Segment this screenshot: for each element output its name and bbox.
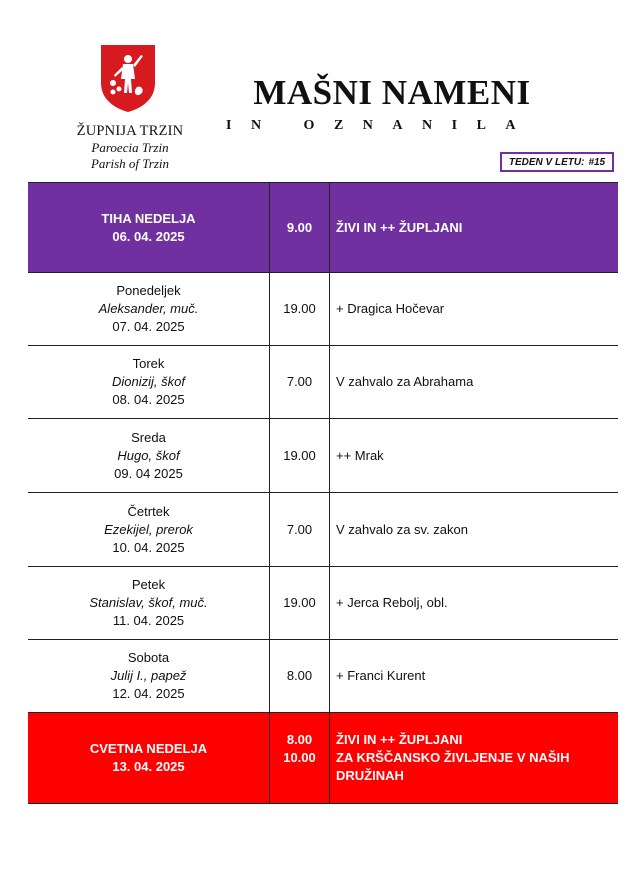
day-name: Četrtek	[127, 503, 170, 519]
table-row	[28, 273, 618, 346]
day-date: 11. 04. 2025	[112, 613, 185, 628]
page-title: MAŠNI NAMENI	[253, 73, 531, 112]
mass-intention: ŽIVI IN ++ ŽUPLJANI	[336, 732, 463, 747]
mass-time: 19.00	[283, 301, 316, 316]
parish-crest-logo	[99, 43, 157, 113]
day-date: 13. 04. 2025	[112, 759, 185, 774]
day-cell	[28, 713, 270, 803]
mass-time: 19.00	[283, 595, 316, 610]
mass-intention: + Jerca Rebolj, obl.	[336, 595, 448, 610]
day-name: Sreda	[131, 429, 166, 445]
time-cell	[270, 183, 330, 272]
intention-cell	[330, 713, 618, 803]
day-name: Torek	[132, 356, 165, 371]
page-subtitle: IN OZNANILA	[226, 118, 536, 133]
day-cell	[28, 346, 270, 418]
saint-name: Stanislav, škof, muč.	[89, 595, 208, 610]
day-date: 06. 04. 2025	[112, 228, 185, 244]
week-number: #15	[588, 156, 606, 168]
saint-name: Julij I., papež	[110, 668, 187, 683]
day-date: 10. 04. 2025	[112, 539, 185, 555]
day-date: 12. 04. 2025	[112, 686, 185, 701]
day-date: 08. 04. 2025	[112, 392, 185, 407]
mass-intention: ŽIVI IN ++ ŽUPLJANI	[336, 219, 463, 235]
mass-intention: + Dragica Hočevar	[336, 301, 445, 316]
day-name: Ponedeljek	[116, 283, 181, 298]
intention-cell	[330, 183, 618, 272]
day-name: Petek	[131, 577, 166, 592]
intention-cell	[330, 567, 618, 639]
mass-intention: + Franci Kurent	[336, 668, 426, 683]
time-cell	[270, 713, 330, 803]
mass-intention: ++ Mrak	[336, 447, 384, 463]
intention-cell	[330, 640, 618, 712]
day-cell	[28, 183, 270, 272]
intention-cell	[330, 346, 618, 418]
saint-name: Ezekijel, prerok	[104, 521, 193, 537]
mass-time: 8.00	[286, 732, 313, 747]
intention-cell	[330, 493, 618, 566]
mass-intention: ZA KRŠČANSKO ŽIVLJENJE V NAŠIH DRUŽINAH	[336, 750, 570, 783]
day-date: 07. 04. 2025	[112, 319, 185, 334]
parish-latin-name: Paroecia Trzin	[91, 140, 169, 155]
parish-english-name: Parish of Trzin	[90, 156, 170, 171]
time-cell	[270, 346, 330, 418]
table-row	[28, 713, 618, 804]
intention-cell	[330, 273, 618, 345]
mass-time: 19.00	[283, 447, 316, 463]
week-badge	[500, 152, 614, 172]
mass-time: 7.00	[286, 374, 313, 389]
mass-schedule-table	[28, 182, 618, 804]
mass-time: 8.00	[286, 668, 313, 683]
table-row	[28, 419, 618, 493]
day-cell	[28, 567, 270, 639]
saint-name: Aleksander, muč.	[98, 301, 199, 316]
table-row	[28, 567, 618, 640]
time-cell	[270, 273, 330, 345]
mass-intention: V zahvalo za sv. zakon	[336, 521, 468, 537]
parish-name: ŽUPNIJA TRZIN	[76, 123, 184, 139]
saint-name: Hugo, škof	[117, 447, 180, 463]
mass-time: 9.00	[286, 219, 313, 235]
time-cell	[270, 640, 330, 712]
table-row	[28, 182, 618, 273]
day-name: Sobota	[127, 650, 170, 665]
time-cell	[270, 419, 330, 492]
day-name: TIHA NEDELJA	[101, 210, 196, 226]
table-row	[28, 346, 618, 419]
table-row	[28, 493, 618, 567]
mass-time: 7.00	[286, 521, 313, 537]
day-name: CVETNA NEDELJA	[89, 741, 208, 756]
mass-intention: V zahvalo za Abrahama	[336, 374, 474, 389]
saint-name: Dionizij, škof	[112, 374, 185, 389]
day-cell	[28, 640, 270, 712]
day-cell	[28, 273, 270, 345]
day-date: 09. 04 2025	[114, 465, 183, 481]
time-cell	[270, 567, 330, 639]
day-cell	[28, 493, 270, 566]
table-row	[28, 640, 618, 713]
time-cell	[270, 493, 330, 566]
week-label: TEDEN V LETU:	[508, 156, 585, 168]
day-cell	[28, 419, 270, 492]
intention-cell	[330, 419, 618, 492]
mass-time: 10.00	[283, 750, 316, 765]
parish-block	[60, 122, 200, 172]
